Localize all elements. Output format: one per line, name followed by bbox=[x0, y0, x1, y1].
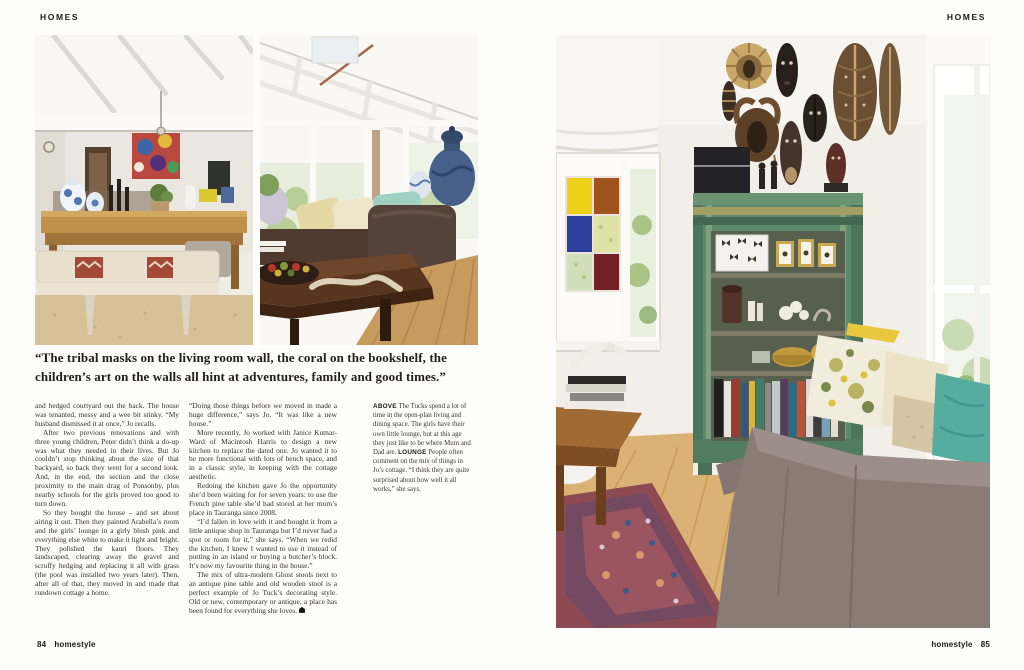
photo-conservatory bbox=[260, 35, 478, 345]
photo-dining-room bbox=[35, 35, 253, 345]
folio-left bbox=[37, 640, 96, 649]
white-vase bbox=[185, 185, 196, 209]
end-mark-house-icon bbox=[299, 607, 305, 613]
photo-captions bbox=[373, 402, 475, 494]
dining-room-illustration bbox=[35, 35, 253, 345]
glass-dish bbox=[752, 351, 770, 363]
magazine-name-left: homestyle bbox=[54, 640, 96, 649]
teal-cushion bbox=[932, 373, 990, 467]
jute-rug bbox=[35, 295, 253, 345]
paragraph: So they bought the house – and set about airing it out. Then they painted Arabella’s room and the girls’ lounge in a girly blush pink and everything else white to make it light and bright. They polished the kauri floors. They landscaped, clearing away the gravel and scruffy hedging and replacing it all with grass (the pool was installed two years later). Then, after all of that, they moved in and made that rundown cottage a home. bbox=[35, 507, 179, 598]
folio-right bbox=[931, 640, 990, 649]
paragraph: More recently, Jo worked with Janice Kumar-Ward of Macintosh Harris to design a new kitchen to replace the dated one. Jo wanted it to be more functional with lots of bench space, and in a classic style, in keeping with the cottage aesthetic. bbox=[189, 427, 337, 482]
wall-clock bbox=[44, 142, 54, 152]
roman-blind bbox=[556, 35, 658, 153]
paragraph-text: The mix of ultra-modern Ghost stools next to an antique pine table and old wooden stool is a perfect example of Jo Tuck’s decorating style. Old or new, contemporary or antique, a place has been found for everything she loves. bbox=[189, 570, 337, 615]
caption-text-lounge: People often comment on the mix of things in Jo’s cottage. “I think they are quite surprised about how well it all works,” she says. bbox=[373, 449, 470, 493]
paddle-shield-right bbox=[879, 43, 901, 135]
conservatory-illustration bbox=[260, 35, 478, 345]
paragraph: “I’d fallen in love with it and bought it from a little antique shop in Tauranga but I’d never had a spot or room for it,” she says. “When we redid the kitchen, I knew I wanted to use it instead of putting in an island or buying a butcher’s block. It’s now my favourite thing in the house.” bbox=[189, 516, 337, 571]
caption-column bbox=[373, 402, 475, 494]
floral-cushion bbox=[806, 335, 892, 429]
caption-label-above: ABOVE bbox=[373, 403, 397, 410]
page-number-left: 84 bbox=[37, 640, 47, 649]
yellow-cushion bbox=[199, 189, 217, 202]
caption-text-above: The Tucks spend a lot of time in the open-plan living and dining space. The girls have their own little lounge, but at this age they just like to be where Mum and Dad are. bbox=[373, 403, 471, 457]
long-narrow-mask bbox=[780, 121, 802, 185]
left-window bbox=[556, 153, 660, 351]
paragraph: After two previous renovations and with three young children, Peter didn’t think a do-up was what they needed in their lives. But Jo couldn’t stop thinking about the size of that backyard, so back they went for a second look. And, in the end, the section and the close proximity to the main drag of Ponsonby, plus nearby schools for the girls proved too good to turn down. bbox=[35, 427, 179, 508]
blue-object bbox=[221, 187, 234, 203]
skylight bbox=[312, 37, 358, 63]
paragraph: Redoing the kitchen gave Jo the opportunity she’d been waiting for for seven years: to use the French pine table she’d had stored at her mum’s place in Tauranga since 2008. bbox=[189, 481, 337, 517]
paragraph: “Doing those things before we moved in made a huge difference,” says Jo. “It was like a new house.” bbox=[189, 401, 337, 428]
paragraph bbox=[189, 571, 337, 616]
green-bookshelf bbox=[693, 193, 863, 475]
lounge-illustration bbox=[556, 35, 990, 628]
dark-oval-mask-center bbox=[803, 94, 827, 142]
book-stack bbox=[564, 367, 628, 409]
black-box bbox=[694, 147, 750, 193]
photo-lounge bbox=[556, 35, 990, 628]
body-column-2 bbox=[189, 402, 337, 616]
page-number-right: 85 bbox=[980, 640, 990, 649]
caption-label-lounge: LOUNGE bbox=[398, 449, 427, 457]
magazine-name-right: homestyle bbox=[931, 640, 973, 649]
cabinet-leg bbox=[698, 463, 712, 475]
paddle-shield-large bbox=[833, 43, 877, 141]
body-column-1 bbox=[35, 402, 179, 598]
stained-glass-panel bbox=[566, 177, 620, 291]
abstract-painting bbox=[132, 133, 180, 179]
pull-quote: “The tribal masks on the living room wall, the coral on the bookshelf, the children’s art on the walls all hint at adventures, family and good times.” bbox=[35, 350, 447, 384]
section-label-right: HOMES bbox=[946, 12, 986, 22]
paragraph: and hedged courtyard out the back. The house was tenanted, messy and a wee bit stinky. “My husband dismissed it at once,” Jo recalls. bbox=[35, 401, 179, 428]
section-label-left: HOMES bbox=[40, 12, 80, 22]
ceiling-rafters bbox=[35, 35, 253, 131]
black-oval-mask-top bbox=[776, 43, 798, 97]
raffia-mask bbox=[726, 43, 772, 89]
